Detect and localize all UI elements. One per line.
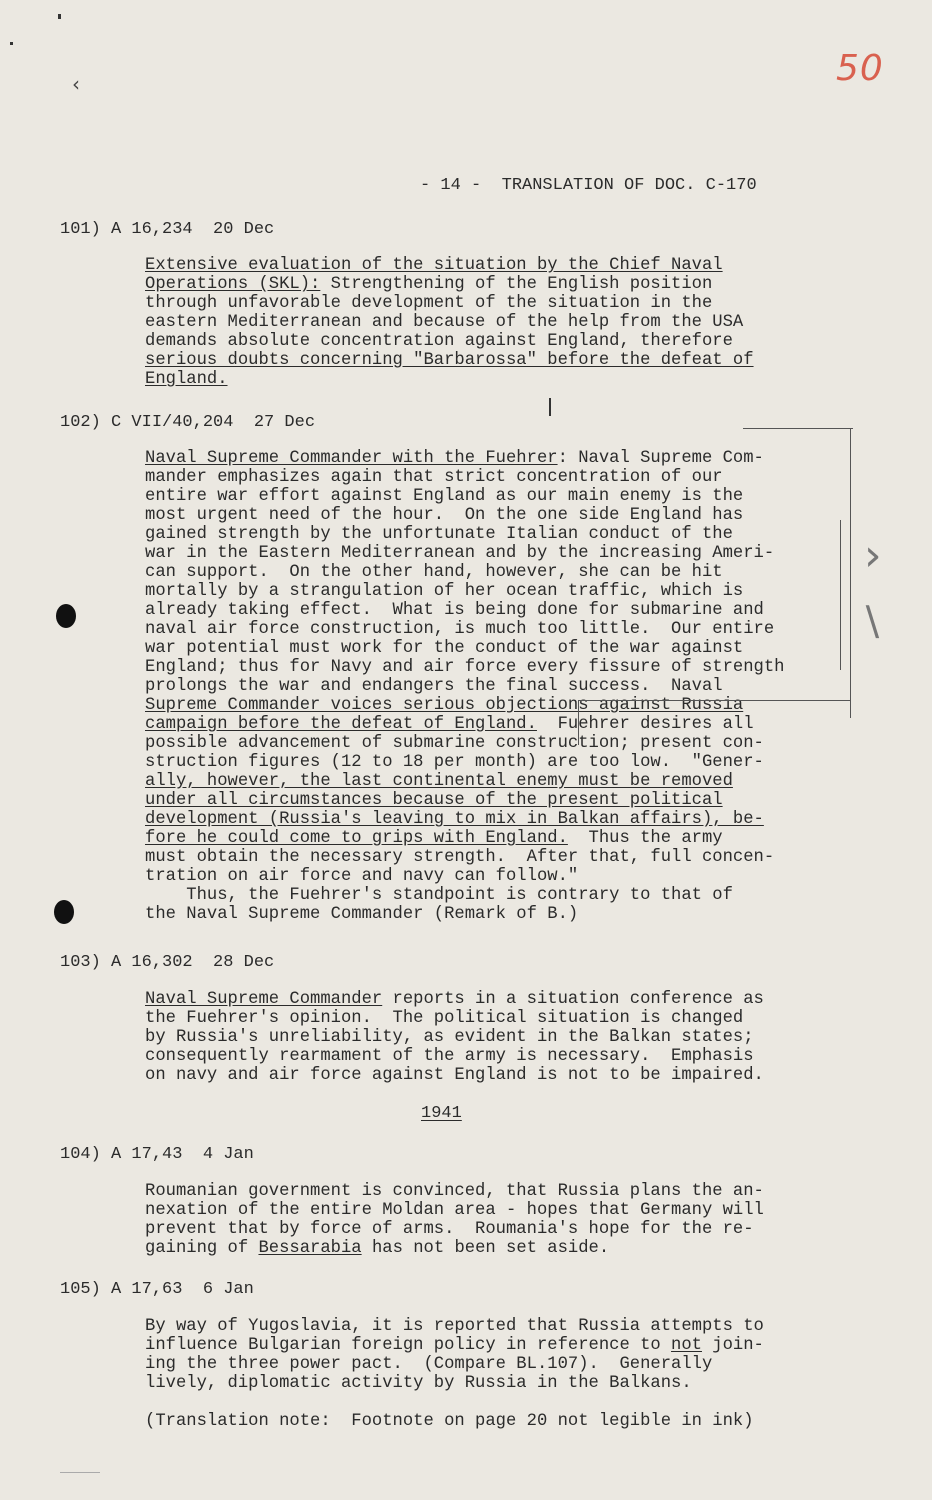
text-line: serious doubts concerning "Barbarossa" before the defeat of: [145, 351, 754, 370]
text-line: war in the Eastern Mediterranean and by the increasing Ameri-: [145, 544, 775, 563]
text-line: prevent that by force of arms. Roumania's hope for the re-: [145, 1220, 754, 1239]
entry-paragraph: [145, 990, 850, 1085]
margin-curve-mark: ∖: [858, 600, 884, 646]
text-line: England; thus for Navy and air force every fissure of strength: [145, 658, 785, 677]
text-fragment: gaining of: [145, 1239, 259, 1258]
text-line: already taking effect. What is being done for submarine and: [145, 601, 764, 620]
text-line: war potential must work for the conduct of the war against: [145, 639, 744, 658]
punch-hole: [56, 604, 76, 628]
text-fragment: Naval Supreme Commander with the Fuehrer: [145, 449, 558, 468]
text-line: England.: [145, 370, 228, 389]
entry-heading: 104) A 17,43 4 Jan: [60, 1145, 254, 1164]
entry-paragraph: [145, 1317, 850, 1393]
text-line: tration on air force and navy can follow.": [145, 867, 579, 886]
entry-heading: 101) A 16,234 20 Dec: [60, 220, 275, 239]
scan-speck: [58, 14, 61, 19]
text-line: entire war effort against England as our main enemy is the: [145, 487, 744, 506]
margin-bracket-right: [850, 428, 851, 718]
year-heading: 1941: [421, 1104, 462, 1123]
scan-speck: [10, 42, 13, 45]
text-fragment: Strengthening of the English position: [320, 275, 713, 294]
text-fragment: not: [671, 1336, 702, 1355]
text-line: eastern Mediterranean and because of the help from the USA: [145, 313, 744, 332]
text-fragment: Thus the army: [567, 829, 723, 848]
text-fragment: fore he could come to grips with England.: [145, 829, 568, 848]
text-line: [145, 449, 850, 468]
text-line: gained strength by the unfortunate Italian conduct of the: [145, 525, 733, 544]
text-fragment: campaign before the defeat of England.: [145, 715, 537, 734]
text-fragment: Fuehrer desires all: [536, 715, 754, 734]
text-line: [145, 1239, 850, 1258]
text-fragment: influence Bulgarian foreign policy in reference to: [145, 1336, 672, 1355]
text-line: struction figures (12 to 18 per month) are too low. "Gener-: [145, 753, 764, 772]
text-line: through unfavorable development of the situation in the: [145, 294, 713, 313]
text-line: mortally by a strangulation of her ocean traffic, which is: [145, 582, 744, 601]
text-line: By way of Yugoslavia, it is reported that Russia attempts to: [145, 1317, 764, 1336]
text-line: under all circumstances because of the present political: [145, 791, 723, 810]
text-line: ally, however, the last continental enemy must be removed: [145, 772, 733, 791]
text-fragment: reports in a situation conference as: [382, 990, 764, 1009]
text-line: the Fuehrer's opinion. The political situation is changed: [145, 1009, 744, 1028]
text-fragment: Bessarabia: [258, 1239, 362, 1258]
text-line: must obtain the necessary strength. After that, full concen-: [145, 848, 775, 867]
text-line: most urgent need of the hour. On the one side England has: [145, 506, 744, 525]
text-line: possible advancement of submarine construction; present con-: [145, 734, 764, 753]
text-line: ing the three power pact. (Compare BL.107). Generally: [145, 1355, 713, 1374]
text-line: by Russia's unreliability, as evident in the Balkan states;: [145, 1028, 754, 1047]
text-line: mander emphasizes again that strict concentration of our: [145, 468, 723, 487]
text-line: on navy and air force against England is not to be impaired.: [145, 1066, 764, 1085]
entry-paragraph: [145, 256, 850, 389]
entry-paragraph: [145, 1182, 850, 1258]
margin-bracket-side: [840, 520, 841, 670]
text-fragment: : Naval Supreme Com-: [557, 449, 764, 468]
text-line: development (Russia's leaving to mix in Balkan affairs), be-: [145, 810, 764, 829]
text-line: Roumanian government is convinced, that Russia plans the an-: [145, 1182, 764, 1201]
text-line: demands absolute concentration against England, therefore: [145, 332, 733, 351]
text-line: Thus, the Fuehrer's standpoint is contrary to that of: [145, 886, 733, 905]
text-line: [145, 829, 850, 848]
text-fragment: join-: [701, 1336, 764, 1355]
text-line: the Naval Supreme Commander (Remark of B.): [145, 905, 579, 924]
text-line: nexation of the entire Moldan area - hopes that Germany will: [145, 1201, 764, 1220]
text-line: [145, 1336, 850, 1355]
entry-heading: 103) A 16,302 28 Dec: [60, 953, 275, 972]
entry-paragraph: [145, 449, 850, 924]
text-fragment: Naval Supreme Commander: [145, 990, 383, 1009]
pencil-mark: [549, 398, 551, 416]
punch-hole: [54, 900, 74, 924]
text-line: naval air force construction, is much too little. Our entire: [145, 620, 775, 639]
text-line: Supreme Commander voices serious objections against Russia: [145, 696, 744, 715]
margin-curve-mark: ›: [864, 530, 882, 581]
text-line: can support. On the other hand, however, she can be hit: [145, 563, 723, 582]
text-line: [145, 275, 850, 294]
text-line: [145, 990, 850, 1009]
page-header: - 14 - TRANSLATION OF DOC. C-170: [420, 176, 757, 195]
text-fragment: has not been set aside.: [361, 1239, 610, 1258]
text-line: consequently rearmament of the army is necessary. Emphasis: [145, 1047, 754, 1066]
margin-bracket-box: [578, 700, 851, 745]
text-line: prolongs the war and endangers the final success. Naval: [145, 677, 723, 696]
scan-speck: [60, 1472, 100, 1473]
entry-heading: 102) C VII/40,204 27 Dec: [60, 413, 316, 432]
translation-footnote: (Translation note: Footnote on page 20 not legible in ink): [145, 1412, 754, 1431]
text-line: Extensive evaluation of the situation by the Chief Naval: [145, 256, 723, 275]
text-line: lively, diplomatic activity by Russia in the Balkans.: [145, 1374, 692, 1393]
margin-bracket-top: [743, 428, 853, 429]
handwritten-page-number: 50: [836, 48, 884, 89]
pencil-tick-mark: ‹: [72, 72, 80, 96]
text-fragment: Operations (SKL):: [145, 275, 321, 294]
entry-heading: 105) A 17,63 6 Jan: [60, 1280, 254, 1299]
